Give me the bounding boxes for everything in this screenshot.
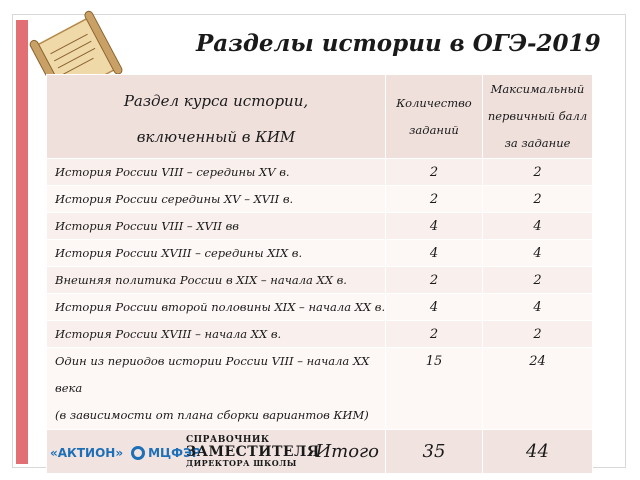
- spravochnik-logo: СПРАВОЧНИК ЗАМЕСТИТЕЛЯ ДИРЕКТОРА ШКОЛЫ: [186, 435, 320, 468]
- page-title: Разделы истории в ОГЭ-2019: [196, 30, 601, 57]
- table-row: История России середины XV – XVII в. 2 2: [47, 186, 593, 213]
- header-section: Раздел курса истории, включенный в КИМ: [47, 75, 386, 159]
- mcfr-logo: МЦФЭР: [131, 446, 201, 460]
- table-row: История России VIII – XVII вв 4 4: [47, 213, 593, 240]
- table-row: История России XVIII – середины XIX в. 4 4: [47, 240, 593, 267]
- total-count: 35: [386, 430, 483, 474]
- header-score: Максимальный первичный балл за задание: [483, 75, 593, 159]
- aktion-logo: «АКТИОН»: [50, 446, 124, 460]
- table-row: Один из периодов истории России VIII – начала XX века (в зависимости от плана сборки вариантов КИМ) 15 24: [47, 348, 593, 430]
- total-score: 44: [483, 430, 593, 474]
- mcfr-icon: [131, 446, 145, 460]
- table-row: Внешняя политика России в XIX – начала XX в. 2 2: [47, 267, 593, 294]
- table-row: История России второй половины XIX – начала XX в. 4 4: [47, 294, 593, 321]
- sections-table: [46, 74, 593, 474]
- table-row: История России VIII – середины XV в. 2 2: [47, 159, 593, 186]
- footer-logos: [50, 438, 201, 468]
- header-count: Количество заданий: [386, 75, 483, 159]
- table-header-row: [47, 75, 593, 159]
- table-row: История России XVIII – начала XX в. 2 2: [47, 321, 593, 348]
- total-label: Итого: [47, 430, 386, 474]
